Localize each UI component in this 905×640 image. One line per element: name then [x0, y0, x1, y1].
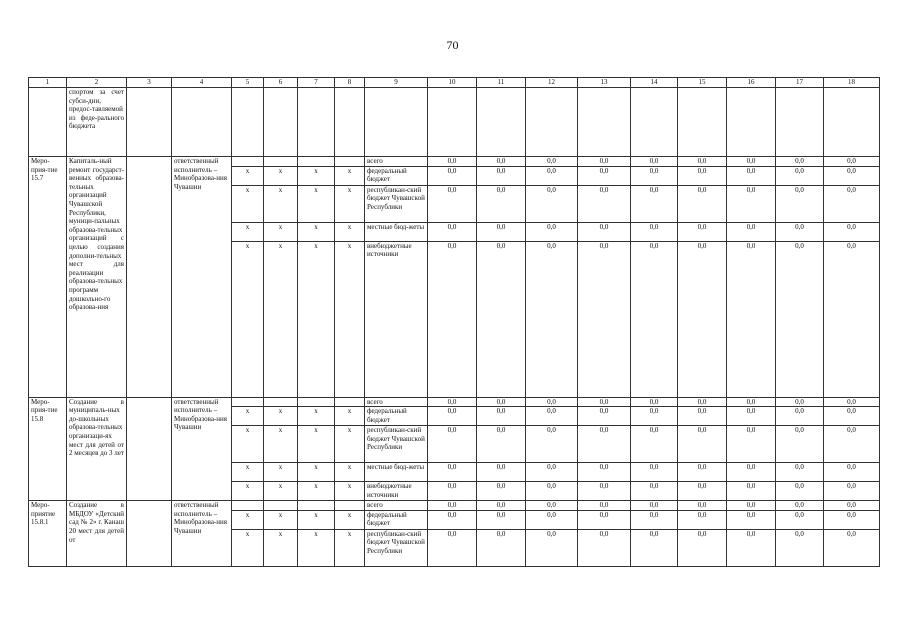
- value-cell: 0,0: [578, 510, 631, 529]
- value-cell: 0,0: [776, 510, 824, 529]
- code-cell-empty: [335, 157, 365, 167]
- code-cell-cross: x: [264, 166, 298, 185]
- value-cell: 0,0: [727, 407, 776, 426]
- code-cell-cross: x: [335, 426, 365, 463]
- value-cell: 0,0: [776, 463, 824, 482]
- value-cell: 0,0: [526, 426, 578, 463]
- cell-empty: [264, 88, 298, 157]
- header-cell: 3: [127, 78, 172, 88]
- value-cell: 0,0: [824, 510, 880, 529]
- value-cell: 0,0: [578, 397, 631, 407]
- code-cell-cross: x: [232, 407, 264, 426]
- cell-empty: [232, 88, 264, 157]
- value-cell: 0,0: [678, 510, 727, 529]
- code-cell-empty: [264, 157, 298, 167]
- code-cell-cross: x: [335, 407, 365, 426]
- value-cell: 0,0: [477, 397, 526, 407]
- continuation-row: [29, 88, 880, 157]
- value-cell: 0,0: [526, 463, 578, 482]
- cell-empty: [127, 501, 172, 567]
- value-cell: 0,0: [631, 241, 678, 397]
- value-cell: 0,0: [824, 166, 880, 185]
- code-cell-cross: x: [232, 463, 264, 482]
- value-cell: 0,0: [526, 397, 578, 407]
- header-cell: 16: [727, 78, 776, 88]
- code-cell-empty: [298, 157, 335, 167]
- value-cell: 0,0: [824, 501, 880, 511]
- value-cell: 0,0: [776, 482, 824, 501]
- funding-source: федеральный бюджет: [365, 166, 428, 185]
- cell-empty: [727, 88, 776, 157]
- funding-source: всего: [365, 501, 428, 511]
- activity-executor: ответственный исполнитель – Минобразова-ния Чувашии: [172, 501, 232, 567]
- value-cell: 0,0: [578, 426, 631, 463]
- value-cell: 0,0: [824, 397, 880, 407]
- cell-empty: [776, 88, 824, 157]
- header-cell: 10: [428, 78, 477, 88]
- value-cell: 0,0: [578, 222, 631, 241]
- header-cell: 18: [824, 78, 880, 88]
- code-cell-cross: x: [298, 241, 335, 397]
- code-cell-cross: x: [232, 482, 264, 501]
- header-cell: 9: [365, 78, 428, 88]
- funding-source: республикан-ский бюджет Чувашской Республики: [365, 185, 428, 222]
- header-row: [29, 78, 880, 88]
- cell-empty: [335, 88, 365, 157]
- value-cell: 0,0: [477, 407, 526, 426]
- value-cell: 0,0: [428, 426, 477, 463]
- value-cell: 0,0: [631, 222, 678, 241]
- value-cell: 0,0: [428, 222, 477, 241]
- table-row: [29, 501, 880, 511]
- code-cell-empty: [232, 397, 264, 407]
- value-cell: 0,0: [727, 482, 776, 501]
- code-cell-cross: x: [232, 222, 264, 241]
- value-cell: 0,0: [477, 185, 526, 222]
- value-cell: 0,0: [824, 185, 880, 222]
- value-cell: 0,0: [578, 241, 631, 397]
- value-cell: 0,0: [428, 529, 477, 566]
- value-cell: 0,0: [727, 222, 776, 241]
- continuation-text: спортом за счет субси-дии, предос-тавляемой из феде-рального бюджета: [67, 88, 127, 157]
- value-cell: 0,0: [824, 241, 880, 397]
- activity-id: Меро-прия-тие 15.8: [29, 397, 67, 501]
- cell-empty: [127, 88, 172, 157]
- cell-empty: [631, 88, 678, 157]
- code-cell-empty: [298, 501, 335, 511]
- code-cell-cross: x: [264, 426, 298, 463]
- cell-empty: [29, 88, 67, 157]
- value-cell: 0,0: [477, 501, 526, 511]
- page-number: 70: [446, 38, 459, 52]
- value-cell: 0,0: [678, 166, 727, 185]
- value-cell: 0,0: [776, 501, 824, 511]
- value-cell: 0,0: [526, 510, 578, 529]
- funding-source: федеральный бюджет: [365, 510, 428, 529]
- funding-source: местные бюд-жеты: [365, 463, 428, 482]
- header-cell: 4: [172, 78, 232, 88]
- code-cell-cross: x: [298, 166, 335, 185]
- cell-empty: [578, 88, 631, 157]
- value-cell: 0,0: [631, 426, 678, 463]
- value-cell: 0,0: [678, 397, 727, 407]
- value-cell: 0,0: [727, 185, 776, 222]
- value-cell: 0,0: [477, 463, 526, 482]
- code-cell-cross: x: [298, 407, 335, 426]
- code-cell-cross: x: [335, 185, 365, 222]
- value-cell: 0,0: [477, 222, 526, 241]
- funding-source: внебюджетные источники: [365, 482, 428, 501]
- value-cell: 0,0: [578, 501, 631, 511]
- code-cell-cross: x: [264, 222, 298, 241]
- code-cell-empty: [264, 397, 298, 407]
- value-cell: 0,0: [678, 463, 727, 482]
- funding-source: республикан-ский бюджет Чувашской Республики: [365, 426, 428, 463]
- code-cell-cross: x: [298, 510, 335, 529]
- value-cell: 0,0: [776, 241, 824, 397]
- code-cell-cross: x: [298, 463, 335, 482]
- cell-empty: [365, 88, 428, 157]
- header-cell: 6: [264, 78, 298, 88]
- code-cell-cross: x: [232, 529, 264, 566]
- code-cell-cross: x: [264, 510, 298, 529]
- value-cell: 0,0: [428, 501, 477, 511]
- value-cell: 0,0: [776, 157, 824, 167]
- code-cell-cross: x: [335, 463, 365, 482]
- cell-empty: [172, 88, 232, 157]
- code-cell-empty: [232, 501, 264, 511]
- value-cell: 0,0: [776, 407, 824, 426]
- funding-source: внебюджетные источники: [365, 241, 428, 397]
- value-cell: 0,0: [678, 501, 727, 511]
- header-cell: 13: [578, 78, 631, 88]
- table-body: [29, 78, 880, 567]
- value-cell: 0,0: [526, 501, 578, 511]
- code-cell-cross: x: [264, 407, 298, 426]
- code-cell-cross: x: [232, 185, 264, 222]
- code-cell-cross: x: [298, 529, 335, 566]
- activity-description: Капиталь-ный ремонт государст-венных образова-тельных организаций Чувашской Республики, муници-пальных образова-тельных организаций с целью создания дополни-тельных мест для реализации образова-тельных программ дошкольно-го образова-ния: [67, 157, 127, 398]
- value-cell: 0,0: [776, 185, 824, 222]
- value-cell: 0,0: [578, 407, 631, 426]
- cell-empty: [428, 88, 477, 157]
- value-cell: 0,0: [776, 529, 824, 566]
- value-cell: 0,0: [727, 501, 776, 511]
- code-cell-cross: x: [264, 482, 298, 501]
- value-cell: 0,0: [824, 407, 880, 426]
- value-cell: 0,0: [477, 482, 526, 501]
- value-cell: 0,0: [631, 166, 678, 185]
- value-cell: 0,0: [477, 426, 526, 463]
- value-cell: 0,0: [727, 157, 776, 167]
- value-cell: 0,0: [477, 529, 526, 566]
- value-cell: 0,0: [727, 463, 776, 482]
- value-cell: 0,0: [824, 463, 880, 482]
- value-cell: 0,0: [578, 157, 631, 167]
- value-cell: 0,0: [631, 185, 678, 222]
- value-cell: 0,0: [578, 529, 631, 566]
- activity-description: Создание в МБДОУ «Детский сад № 2» г. Канаш 20 мест для детей от: [67, 501, 127, 567]
- value-cell: 0,0: [526, 166, 578, 185]
- code-cell-cross: x: [232, 426, 264, 463]
- value-cell: 0,0: [526, 407, 578, 426]
- value-cell: 0,0: [428, 185, 477, 222]
- value-cell: 0,0: [631, 510, 678, 529]
- funding-source: республикан-ский бюджет Чувашской Республики: [365, 529, 428, 566]
- value-cell: 0,0: [678, 185, 727, 222]
- cell-empty: [678, 88, 727, 157]
- value-cell: 0,0: [776, 166, 824, 185]
- value-cell: 0,0: [631, 463, 678, 482]
- code-cell-cross: x: [335, 241, 365, 397]
- code-cell-cross: x: [298, 185, 335, 222]
- value-cell: 0,0: [776, 397, 824, 407]
- value-cell: 0,0: [526, 157, 578, 167]
- code-cell-empty: [335, 397, 365, 407]
- funding-source: местные бюд-жеты: [365, 222, 428, 241]
- value-cell: 0,0: [776, 426, 824, 463]
- code-cell-cross: x: [335, 166, 365, 185]
- value-cell: 0,0: [578, 166, 631, 185]
- value-cell: 0,0: [631, 482, 678, 501]
- code-cell-cross: x: [232, 241, 264, 397]
- value-cell: 0,0: [428, 397, 477, 407]
- value-cell: 0,0: [631, 157, 678, 167]
- cell-empty: [526, 88, 578, 157]
- cell-empty: [824, 88, 880, 157]
- value-cell: 0,0: [477, 510, 526, 529]
- code-cell-empty: [298, 397, 335, 407]
- code-cell-cross: x: [335, 222, 365, 241]
- value-cell: 0,0: [526, 482, 578, 501]
- value-cell: 0,0: [678, 157, 727, 167]
- code-cell-cross: x: [298, 222, 335, 241]
- value-cell: 0,0: [631, 407, 678, 426]
- activity-executor: ответственный исполнитель – Минобразова-ния Чувашии: [172, 397, 232, 501]
- header-cell: 15: [678, 78, 727, 88]
- value-cell: 0,0: [631, 501, 678, 511]
- value-cell: 0,0: [678, 482, 727, 501]
- value-cell: 0,0: [824, 157, 880, 167]
- value-cell: 0,0: [678, 529, 727, 566]
- value-cell: 0,0: [678, 222, 727, 241]
- activity-id: Меро-приятие 15.8.1: [29, 501, 67, 567]
- code-cell-cross: x: [264, 241, 298, 397]
- table-row: [29, 397, 880, 407]
- value-cell: 0,0: [727, 510, 776, 529]
- value-cell: 0,0: [428, 482, 477, 501]
- value-cell: 0,0: [578, 463, 631, 482]
- header-cell: 11: [477, 78, 526, 88]
- value-cell: 0,0: [578, 482, 631, 501]
- value-cell: 0,0: [631, 397, 678, 407]
- value-cell: 0,0: [477, 241, 526, 397]
- value-cell: 0,0: [526, 185, 578, 222]
- cell-empty: [477, 88, 526, 157]
- code-cell-empty: [264, 501, 298, 511]
- value-cell: 0,0: [428, 510, 477, 529]
- value-cell: 0,0: [824, 222, 880, 241]
- activity-id: Меро-прия-тие 15.7: [29, 157, 67, 398]
- header-cell: 7: [298, 78, 335, 88]
- value-cell: 0,0: [776, 222, 824, 241]
- header-cell: 2: [67, 78, 127, 88]
- value-cell: 0,0: [428, 166, 477, 185]
- header-cell: 8: [335, 78, 365, 88]
- program-table: [28, 77, 880, 567]
- activity-executor: ответственный исполнитель – Минобразова-ния Чувашии: [172, 157, 232, 398]
- code-cell-cross: x: [232, 510, 264, 529]
- value-cell: 0,0: [678, 407, 727, 426]
- funding-source: всего: [365, 157, 428, 167]
- value-cell: 0,0: [526, 241, 578, 397]
- value-cell: 0,0: [526, 529, 578, 566]
- value-cell: 0,0: [824, 482, 880, 501]
- value-cell: 0,0: [428, 463, 477, 482]
- code-cell-empty: [232, 157, 264, 167]
- code-cell-cross: x: [264, 185, 298, 222]
- value-cell: 0,0: [578, 185, 631, 222]
- value-cell: 0,0: [824, 529, 880, 566]
- value-cell: 0,0: [727, 166, 776, 185]
- code-cell-cross: x: [335, 510, 365, 529]
- table-row: [29, 157, 880, 167]
- code-cell-cross: x: [264, 463, 298, 482]
- funding-source: федеральный бюджет: [365, 407, 428, 426]
- header-cell: 14: [631, 78, 678, 88]
- header-cell: 5: [232, 78, 264, 88]
- code-cell-cross: x: [232, 166, 264, 185]
- activity-description: Создание в муниципаль-ных до-школьных образова-тельных организаци-ях мест для детей от 2 месяцев до 3 лет: [67, 397, 127, 501]
- code-cell-cross: x: [335, 482, 365, 501]
- funding-source: всего: [365, 397, 428, 407]
- cell-empty: [298, 88, 335, 157]
- value-cell: 0,0: [824, 426, 880, 463]
- value-cell: 0,0: [428, 157, 477, 167]
- code-cell-cross: x: [335, 529, 365, 566]
- value-cell: 0,0: [727, 397, 776, 407]
- value-cell: 0,0: [477, 157, 526, 167]
- value-cell: 0,0: [678, 241, 727, 397]
- header-cell: 17: [776, 78, 824, 88]
- code-cell-cross: x: [264, 529, 298, 566]
- header-cell: 1: [29, 78, 67, 88]
- code-cell-cross: x: [298, 482, 335, 501]
- value-cell: 0,0: [727, 529, 776, 566]
- cell-empty: [127, 157, 172, 398]
- cell-empty: [127, 397, 172, 501]
- value-cell: 0,0: [678, 426, 727, 463]
- code-cell-empty: [335, 501, 365, 511]
- value-cell: 0,0: [727, 241, 776, 397]
- value-cell: 0,0: [477, 166, 526, 185]
- header-cell: 12: [526, 78, 578, 88]
- value-cell: 0,0: [428, 407, 477, 426]
- value-cell: 0,0: [428, 241, 477, 397]
- value-cell: 0,0: [631, 529, 678, 566]
- code-cell-cross: x: [298, 426, 335, 463]
- value-cell: 0,0: [727, 426, 776, 463]
- value-cell: 0,0: [526, 222, 578, 241]
